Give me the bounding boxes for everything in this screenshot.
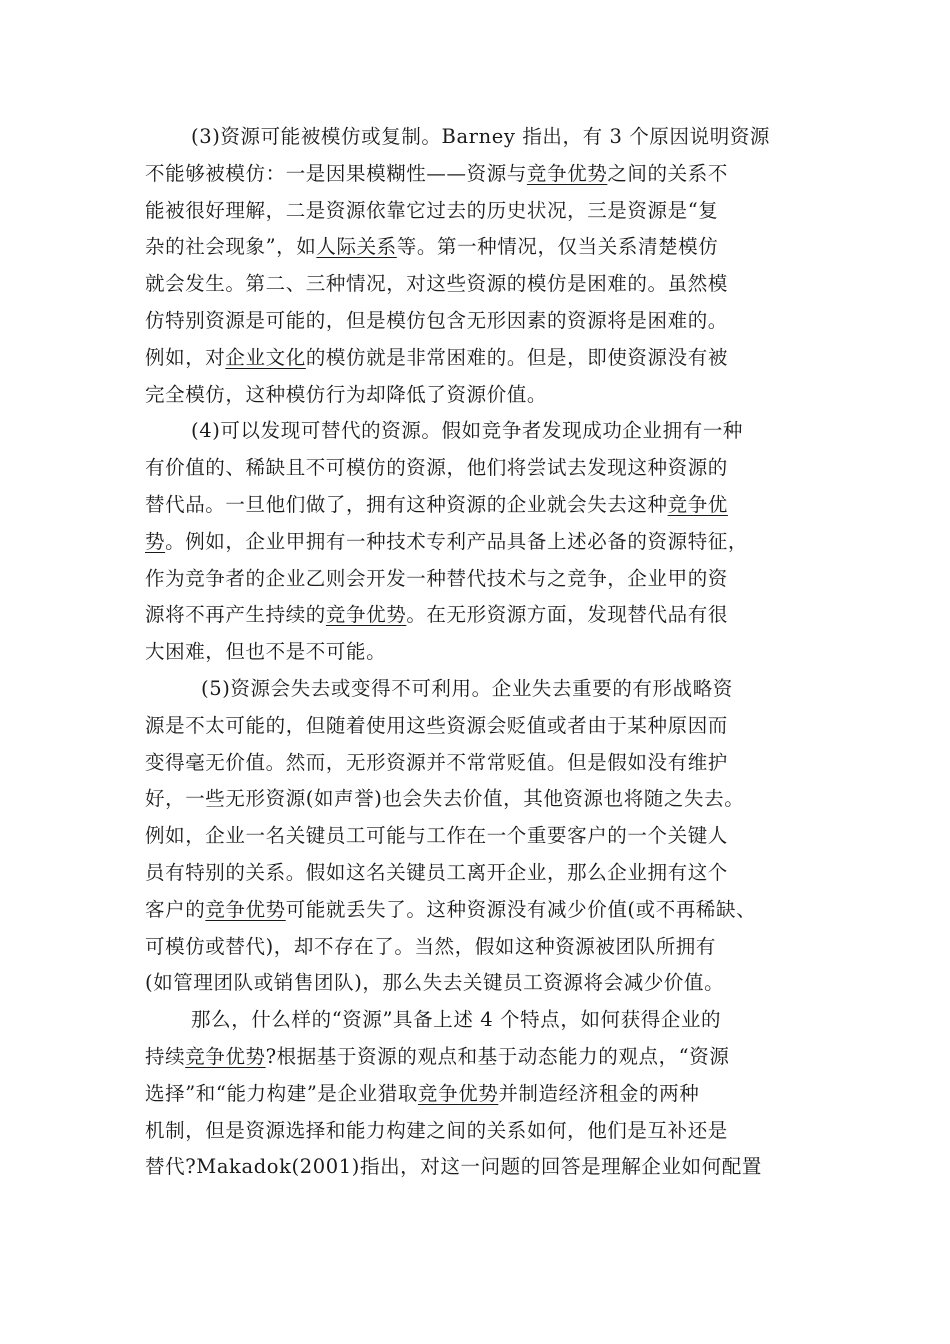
- text-line: [191, 414, 743, 448]
- text-line: [145, 562, 728, 596]
- text-line: [145, 856, 728, 890]
- text-segment: 源是不太可能的，但随着使用这些资源会贬值或者由于某种原因而: [145, 713, 728, 737]
- text-segment: 可能就丢失了。这种资源没有减少价值(或不再稀缺、: [285, 897, 757, 921]
- text-segment: 。例如，企业甲拥有一种技术专利产品具备上述必备的资源特征，: [165, 529, 749, 553]
- text-line: [145, 819, 728, 853]
- text-segment: ?根据基于资源的观点和基于动态能力的观点，“资源: [265, 1045, 730, 1068]
- text-segment: 并制造经济租金的两种: [498, 1081, 700, 1105]
- text-line: [145, 230, 718, 264]
- text-segment: (如管理团队或销售团队)，那么失去关键员工资源将会减少价值。: [145, 971, 725, 995]
- underlined-term: 竞争优势: [185, 1045, 266, 1068]
- text-segment: 选择”和“能力构建”是企业猎取: [145, 1081, 418, 1105]
- underlined-term: 势: [145, 529, 166, 553]
- text-segment: 可模仿或替代)，却不存在了。当然，假如这种资源被团队所拥有: [145, 934, 717, 958]
- text-line: [145, 893, 756, 927]
- text-segment: 源将不再产生持续的: [145, 603, 326, 627]
- text-line: [145, 709, 728, 743]
- text-segment: (5)资源会失去或变得不可利用。企业失去重要的有形战略资: [201, 677, 733, 700]
- underlined-term: 竞争优: [667, 493, 728, 516]
- text-line: [145, 966, 724, 1000]
- text-line: [145, 598, 728, 632]
- text-segment: 持续: [145, 1045, 186, 1068]
- text-segment: (4)可以发现可替代的资源。假如竞争者发现成功企业拥有一种: [191, 419, 744, 443]
- text-line: [145, 304, 728, 338]
- text-segment: 完全模仿，这种模仿行为却降低了资源价值。: [145, 382, 548, 406]
- text-line: [145, 1077, 699, 1111]
- underlined-term: 人际关系: [316, 235, 397, 259]
- text-segment: 不能够被模仿：一是因果模糊性——资源与: [145, 161, 527, 185]
- text-line: [191, 1003, 721, 1037]
- text-segment: 能被很好理解，二是资源依靠它过去的历史状况，三是资源是“复: [145, 198, 719, 222]
- text-line: [145, 635, 386, 669]
- text-line: [191, 120, 770, 154]
- text-line: [145, 782, 744, 816]
- underlined-term: 企业文化: [225, 345, 306, 369]
- text-line: [201, 672, 733, 706]
- text-line: [145, 1040, 729, 1074]
- text-line: [145, 488, 728, 522]
- text-line: [145, 194, 718, 228]
- text-segment: 仿特别资源是可能的，但是模仿包含无形因素的资源将是困难的。: [145, 309, 728, 332]
- text-line: [145, 525, 748, 559]
- text-segment: 员有特别的关系。假如这名关键员工离开企业，那么企业拥有这个: [145, 861, 728, 884]
- text-line: [145, 930, 716, 964]
- text-segment: 那么，什么样的“资源”具备上述 4 个特点，如何获得企业的: [191, 1008, 722, 1032]
- underlined-term: 竞争优势: [325, 603, 407, 627]
- text-line: [145, 1150, 762, 1184]
- text-segment: 。在无形资源方面，发现替代品有很: [406, 603, 728, 627]
- text-segment: (3)资源可能被模仿或复制。Barney 指出，有 3 个原因说明资源: [191, 125, 771, 148]
- underlined-term: 竞争优势: [526, 161, 608, 185]
- text-segment: 就会发生。第二、三种情况，对这些资源的模仿是困难的。虽然模: [145, 272, 728, 296]
- text-segment: 杂的社会现象”，如: [145, 235, 317, 259]
- text-segment: 好，一些无形资源(如声誉)也会失去价值，其他资源也将随之失去。: [145, 787, 745, 811]
- text-segment: 之间的关系不: [607, 161, 728, 185]
- text-segment: 有价值的、稀缺且不可模仿的资源，他们将尝试去发现这种资源的: [145, 456, 728, 480]
- text-line: [145, 157, 728, 191]
- text-line: [145, 1114, 728, 1148]
- text-segment: 大困难，但也不是不可能。: [145, 640, 387, 664]
- text-segment: 替代品。一旦他们做了，拥有这种资源的企业就会失去这种: [145, 493, 668, 516]
- text-line: [145, 267, 728, 301]
- text-line: [145, 746, 728, 780]
- underlined-term: 竞争优势: [417, 1081, 499, 1105]
- text-segment: 例如，对: [145, 345, 226, 369]
- text-line: [145, 451, 728, 485]
- text-line: [145, 378, 547, 412]
- text-segment: 客户的: [145, 897, 206, 921]
- text-line: [145, 341, 728, 375]
- text-segment: 作为竞争者的企业乙则会开发一种替代技术与之竞争，企业甲的资: [145, 566, 728, 590]
- text-segment: 替代?Makadok(2001)指出，对这一问题的回答是理解企业如何配置: [145, 1155, 762, 1179]
- text-segment: 机制，但是资源选择和能力构建之间的关系如何，他们是互补还是: [145, 1118, 728, 1142]
- text-segment: 的模仿就是非常困难的。但是，即使资源没有被: [305, 345, 728, 369]
- text-segment: 等。第一种情况，仅当关系清楚模仿: [396, 235, 719, 259]
- text-segment: 变得毫无价值。然而，无形资源并不常常贬值。但是假如没有维护: [145, 750, 728, 774]
- underlined-term: 竞争优势: [205, 897, 286, 921]
- text-segment: 例如，企业一名关键员工可能与工作在一个重要客户的一个关键人: [145, 824, 728, 848]
